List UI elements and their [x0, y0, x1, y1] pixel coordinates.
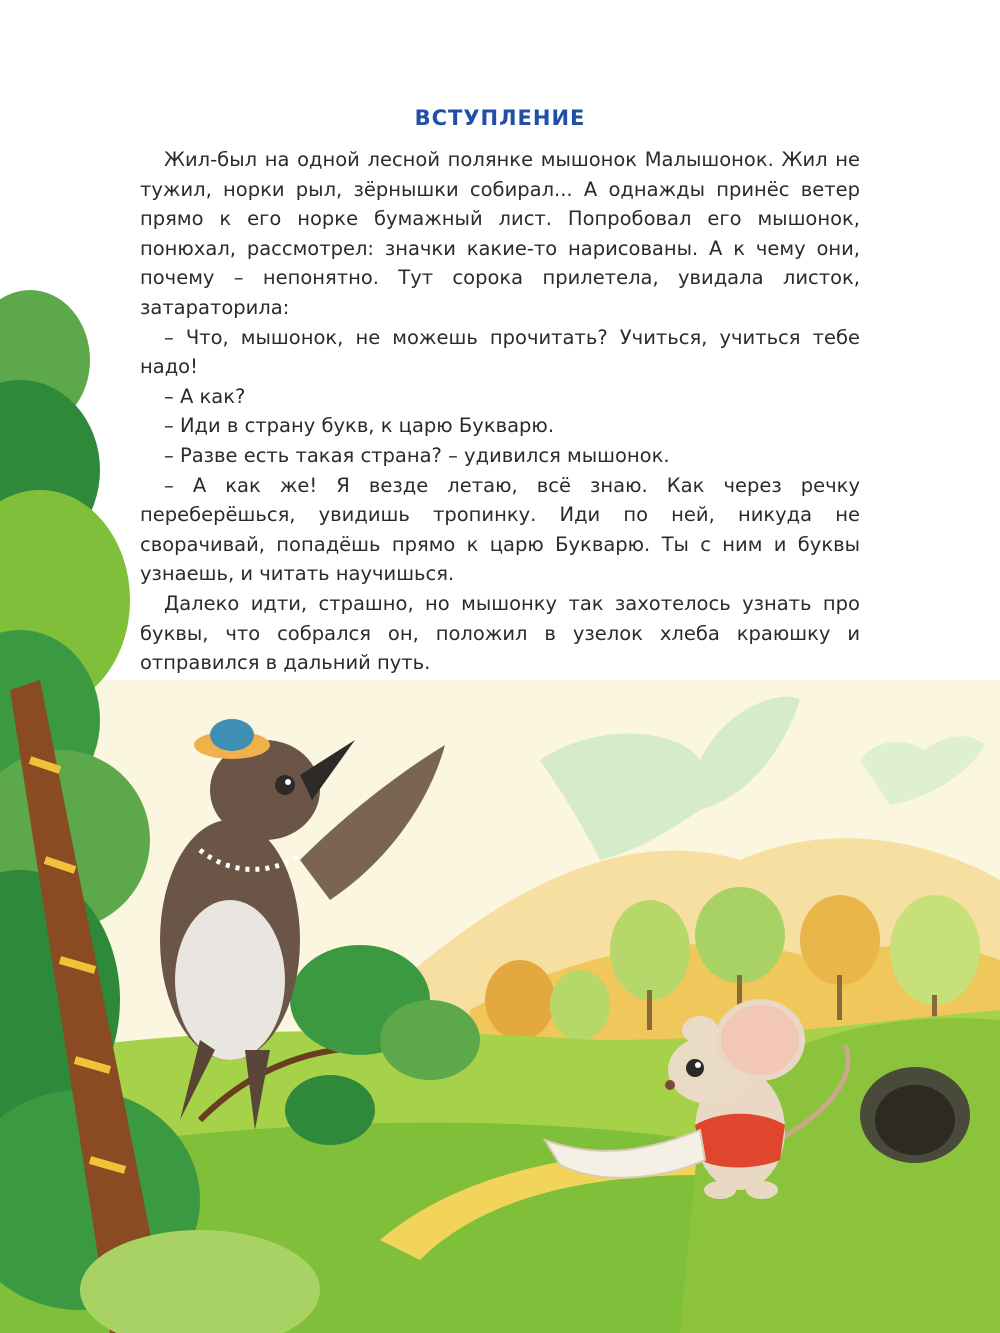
magpie-hat [210, 719, 254, 751]
paragraph: Далеко идти, страшно, но мышонку так захотелось узнать про буквы, что собрался он, положил в узелок хлеба краюшку и отправился в дальний путь. [140, 591, 860, 675]
paragraph: Жил-был на одной лесной полянке мышонок Малышонок. Жил не тужил, норки рыл, зёрнышки собирал... А однажды принёс ветер прямо к его норке бумажный лист. Попробовал его мышонок, понюхал, рассмотрел: значки какие-то нарисованы. А к чему они, почему – непонятно. Тут сорока прилетела, увидала листок, затараторила: [140, 148, 860, 319]
burrow-hole-inner [875, 1085, 955, 1155]
paragraph: – Разве есть такая страна? – удивился мышонок. [164, 443, 670, 467]
chapter-title: ВСТУПЛЕНИЕ [414, 106, 586, 130]
mouse-ear [718, 1002, 802, 1078]
paragraph: – А как? [164, 384, 246, 408]
paragraph: – Что, мышонок, не можешь прочитать? Учиться, учиться тебе надо! [140, 325, 860, 379]
paragraph: – Иди в страну букв, к царю Букварю. [164, 414, 555, 438]
story-text [140, 145, 860, 678]
mouse-shirt [695, 1114, 785, 1168]
paragraph: – А как же! Я везде летаю, всё знаю. Как через речку переберёшься, увидишь тропинку. Иди по ней, никуда не сворачивай, попадёшь прямо к царю Букварю. Ты с ним и буквы узнаешь, и читать научишься. [140, 473, 860, 586]
